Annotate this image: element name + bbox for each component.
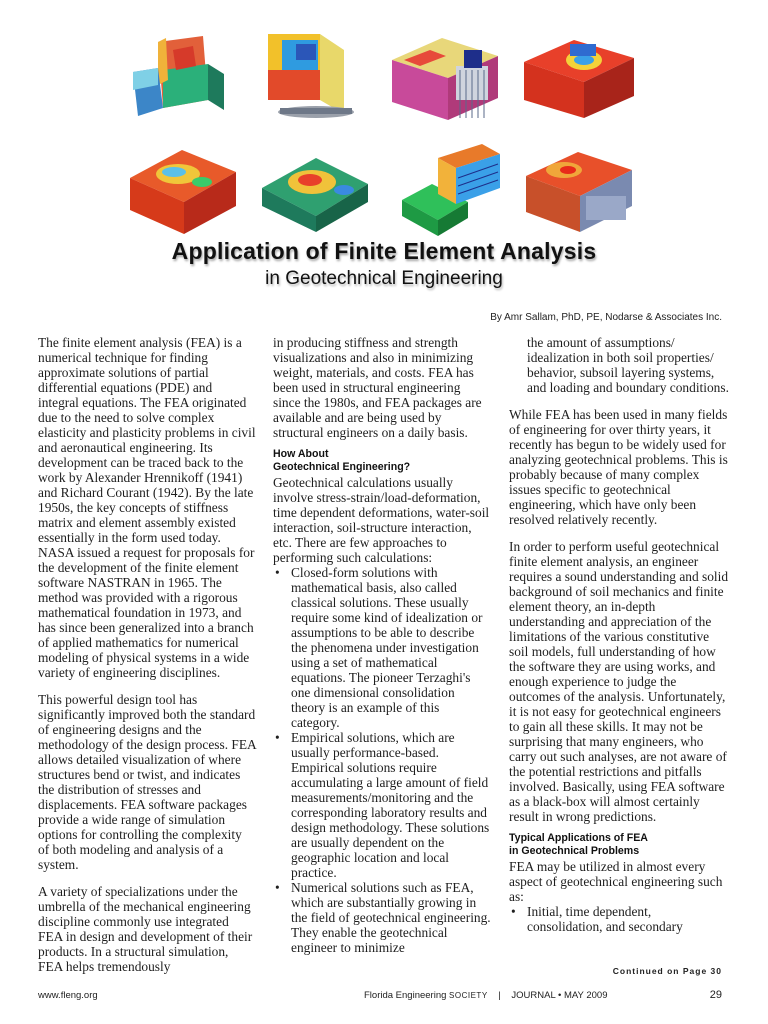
list-item: • Empirical solutions, which are usually performance-based. Empirical solutions require accumulating a large amount of field measurements/monitoring and the corresponding laboratory results and design methodology. These solutions are usually dependent on the geographic location and local practice. — [273, 730, 491, 880]
publication-info — [364, 990, 607, 1001]
heading-line: How About — [273, 448, 329, 460]
heading-line: in Geotechnical Problems — [509, 845, 640, 857]
fea-excavation-model-image — [390, 30, 500, 122]
fea-stress-contour-image — [128, 144, 238, 236]
article-byline: By Amr Sallam, PhD, PE, Nodarse & Associates Inc. — [490, 312, 722, 323]
paragraph: While FEA has been used in many fields of engineering for over thirty years, it recently has begun to be widely used for analyzing geotechnical problems. This is probably because of many complex issues specific to geotechnical engineering, which have only been resolved relatively recently. — [509, 407, 728, 527]
page-number: 29 — [709, 989, 722, 1001]
column-2 — [273, 335, 491, 955]
org-suffix: SOCIETY — [449, 991, 488, 1000]
continued-note: Continued on Page 30 — [612, 966, 722, 976]
list-item-continuation: the amount of assumptions/ idealization in both soil properties/ behavior, subsoil layering systems, and loading and boundary conditions. — [527, 335, 729, 395]
list-item: • Initial, time dependent, consolidation, and secondary — [509, 904, 729, 934]
fea-slope-model-image — [128, 30, 238, 122]
application-list — [509, 904, 729, 934]
page-footer — [38, 990, 722, 1004]
column-3 — [509, 335, 729, 934]
paragraph: In order to perform useful geotechnical finite element analysis, an engineer requires a sound understanding and solid background of soil mechanics and finite element theory, an in-depth understanding and appreciation of the limitations of the various constitutive soil models, full understanding of how the software they are using works, and enough experience to judge the outcomes of the analysis. Unfortunately, it is not easy for geotechnical engineers to gain all these skills. It may not be surprising that many engineers, who carry out such analyses, are not aware of the potential restrictions and pitfalls involved. Basically, using FEA software as a black-box will almost certainly result in wrong predictions. — [509, 539, 729, 824]
section-heading — [273, 448, 491, 474]
article-title: Application of Finite Element Analysis — [171, 238, 597, 264]
list-item: • Numerical solutions such as FEA, which are substantially growing in the field of geotechnical engineering. They enable the geotechnical engineer to minimize — [273, 880, 491, 955]
section-heading — [509, 832, 729, 858]
column-1 — [38, 335, 256, 974]
article-subtitle: in Geotechnical Engineering — [265, 268, 503, 289]
fea-retaining-structure-image — [392, 144, 502, 236]
footer-separator: | — [498, 990, 501, 1001]
fea-foundation-model-image — [524, 30, 634, 122]
paragraph: A variety of specializations under the umbrella of the mechanical engineering discipline commonly use integrated FEA in design and development of their products. In a structural simulation, FEA helps tremendously — [38, 884, 253, 974]
heading-line: Typical Applications of FEA — [509, 832, 648, 844]
journal-date: JOURNAL • MAY 2009 — [511, 990, 608, 1001]
list-item: • Closed-form solutions with mathematical basis, also called classical solutions. These usually require some kind of idealization or assumptions to be able to describe the phenomena under investigation using a set of mathematical equations. The pioneer Terzaghi's one dimensional consolidation theory is an example of this category. — [273, 565, 491, 730]
hero-image-grid — [128, 30, 634, 236]
fea-terrain-model-image — [260, 144, 370, 236]
website-link[interactable]: www.fleng.org — [38, 990, 98, 1001]
fea-layered-soil-image — [524, 144, 634, 236]
paragraph: FEA may be utilized in almost every aspect of geotechnical engineering such as: — [509, 859, 723, 904]
paragraph: Geotechnical calculations usually involve stress-strain/load-deformation, time dependent deformations, water-soil interaction, soil-structure interaction, etc. There are few approaches to performing such calculations: — [273, 475, 490, 565]
heading-line: Geotechnical Engineering? — [273, 461, 411, 473]
paragraph: The finite element analysis (FEA) is a numerical technique for finding approximate solutions of partial differential equations (PDE) and integral equations. The FEA originated due to the need to solve complex elasticity and plasticity problems in civil and aeronautical engineering. Its development can be traced back to the work by Alexander Hrennikoff (1941) and Richard Courant (1942). By the late 1950s, the key concepts of stiffness matrix and element assembly existed essentially in the form used today. NASA issued a request for proposals for the development of the finite element software NASTRAN in 1965. The method was provided with a rigorous mathematical foundation in 1973, and has since been generalized into a branch of applied mathematics for numerical modeling of physical systems in a wide variety of engineering disciplines. — [38, 335, 256, 680]
fea-tunnel-model-image — [260, 30, 370, 122]
paragraph: in producing stiffness and strength visualizations and also in minimizing weight, materials, and costs. FEA has been used in structural engineering since the 1980s, and FEA packages are available and are being used by structural engineers on a daily basis. — [273, 335, 482, 440]
approach-list — [273, 565, 491, 955]
org-name: Florida Engineering — [364, 990, 447, 1001]
paragraph: This powerful design tool has significantly improved both the standard of engineering designs and the methodology of the design process. FEA allows detailed visualization of where structures bend or twist, and indicates the distribution of stresses and displacements. FEA software packages provide a wide range of simulation options for controlling the complexity of both modeling and analysis of a system. — [38, 692, 256, 872]
